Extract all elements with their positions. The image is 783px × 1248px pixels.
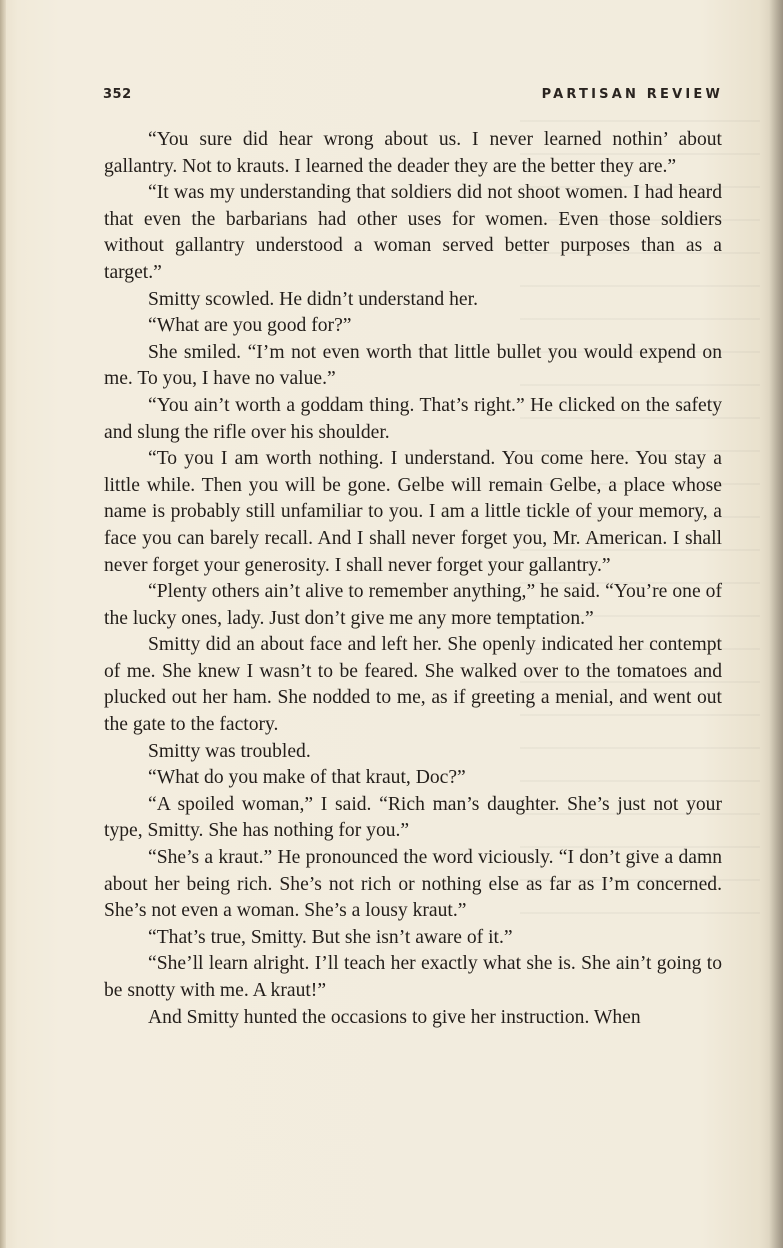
paragraph: “To you I am worth nothing. I understand. You come here. You stay a little while. Then you will be gone. Gelbe will remain Gelbe, a place whose name is probably still unfamiliar to you. I am a little tickle of your memory, a face you can barely recall. And I shall never forget you, Mr. American. I shall never forget your generosity. I shall never forget your gallantry.” bbox=[104, 448, 722, 576]
paragraph: “What do you make of that kraut, Doc?” bbox=[148, 767, 466, 789]
page-binding-edge bbox=[0, 0, 6, 1248]
paragraph: And Smitty hunted the occasions to give her instruction. When bbox=[148, 1006, 641, 1028]
page-outer-edge bbox=[769, 0, 783, 1248]
paragraph: Smitty was troubled. bbox=[148, 740, 311, 762]
paragraph: Smitty scowled. He didn’t understand her. bbox=[148, 288, 478, 310]
journal-title: PARTISAN REVIEW bbox=[541, 87, 723, 102]
paragraph: “It was my understanding that soldiers did not shoot women. I had heard that even the barbarians had other uses for women. Even those soldiers without gallantry understood a woman served better purposes than as a target.” bbox=[104, 182, 722, 283]
paragraph: “You sure did hear wrong about us. I never learned nothin’ about gallantry. Not to krauts. I learned the deader they are the better they are.” bbox=[104, 129, 722, 177]
paragraph: “She’s a kraut.” He pronounced the word viciously. “I don’t give a damn about her being rich. She’s not rich or nothing else as far as I’m concerned. She’s not even a woman. She’s a lousy kraut.” bbox=[104, 847, 722, 922]
paragraph: She smiled. “I’m not even worth that little bullet you would expend on me. To you, I have no value.” bbox=[104, 341, 722, 390]
body-text bbox=[104, 127, 722, 1031]
running-header bbox=[103, 87, 723, 109]
paragraph: “Plenty others ain’t alive to remember anything,” he said. “You’re one of the lucky ones, lady. Just don’t give me any more temptation.” bbox=[104, 581, 722, 629]
paragraph: Smitty did an about face and left her. She openly indicated her contempt of me. She knew I wasn’t to be feared. She walked over to the tomatoes and plucked out her ham. She nodded to me, as if greeting a menial, and went out the gate to the factory. bbox=[104, 634, 722, 736]
page-number: 352 bbox=[103, 87, 132, 102]
paragraph: “You ain’t worth a goddam thing. That’s right.” He clicked on the safety and slung the rifle over his shoulder. bbox=[104, 394, 722, 443]
paragraph: “What are you good for?” bbox=[148, 315, 352, 337]
paragraph: “That’s true, Smitty. But she isn’t aware of it.” bbox=[148, 926, 513, 948]
paragraph: “A spoiled woman,” I said. “Rich man’s daughter. She’s just not your type, Smitty. She has nothing for you.” bbox=[104, 793, 722, 842]
paragraph: “She’ll learn alright. I’ll teach her exactly what she is. She ain’t going to be snotty with me. A kraut!” bbox=[104, 953, 722, 1001]
